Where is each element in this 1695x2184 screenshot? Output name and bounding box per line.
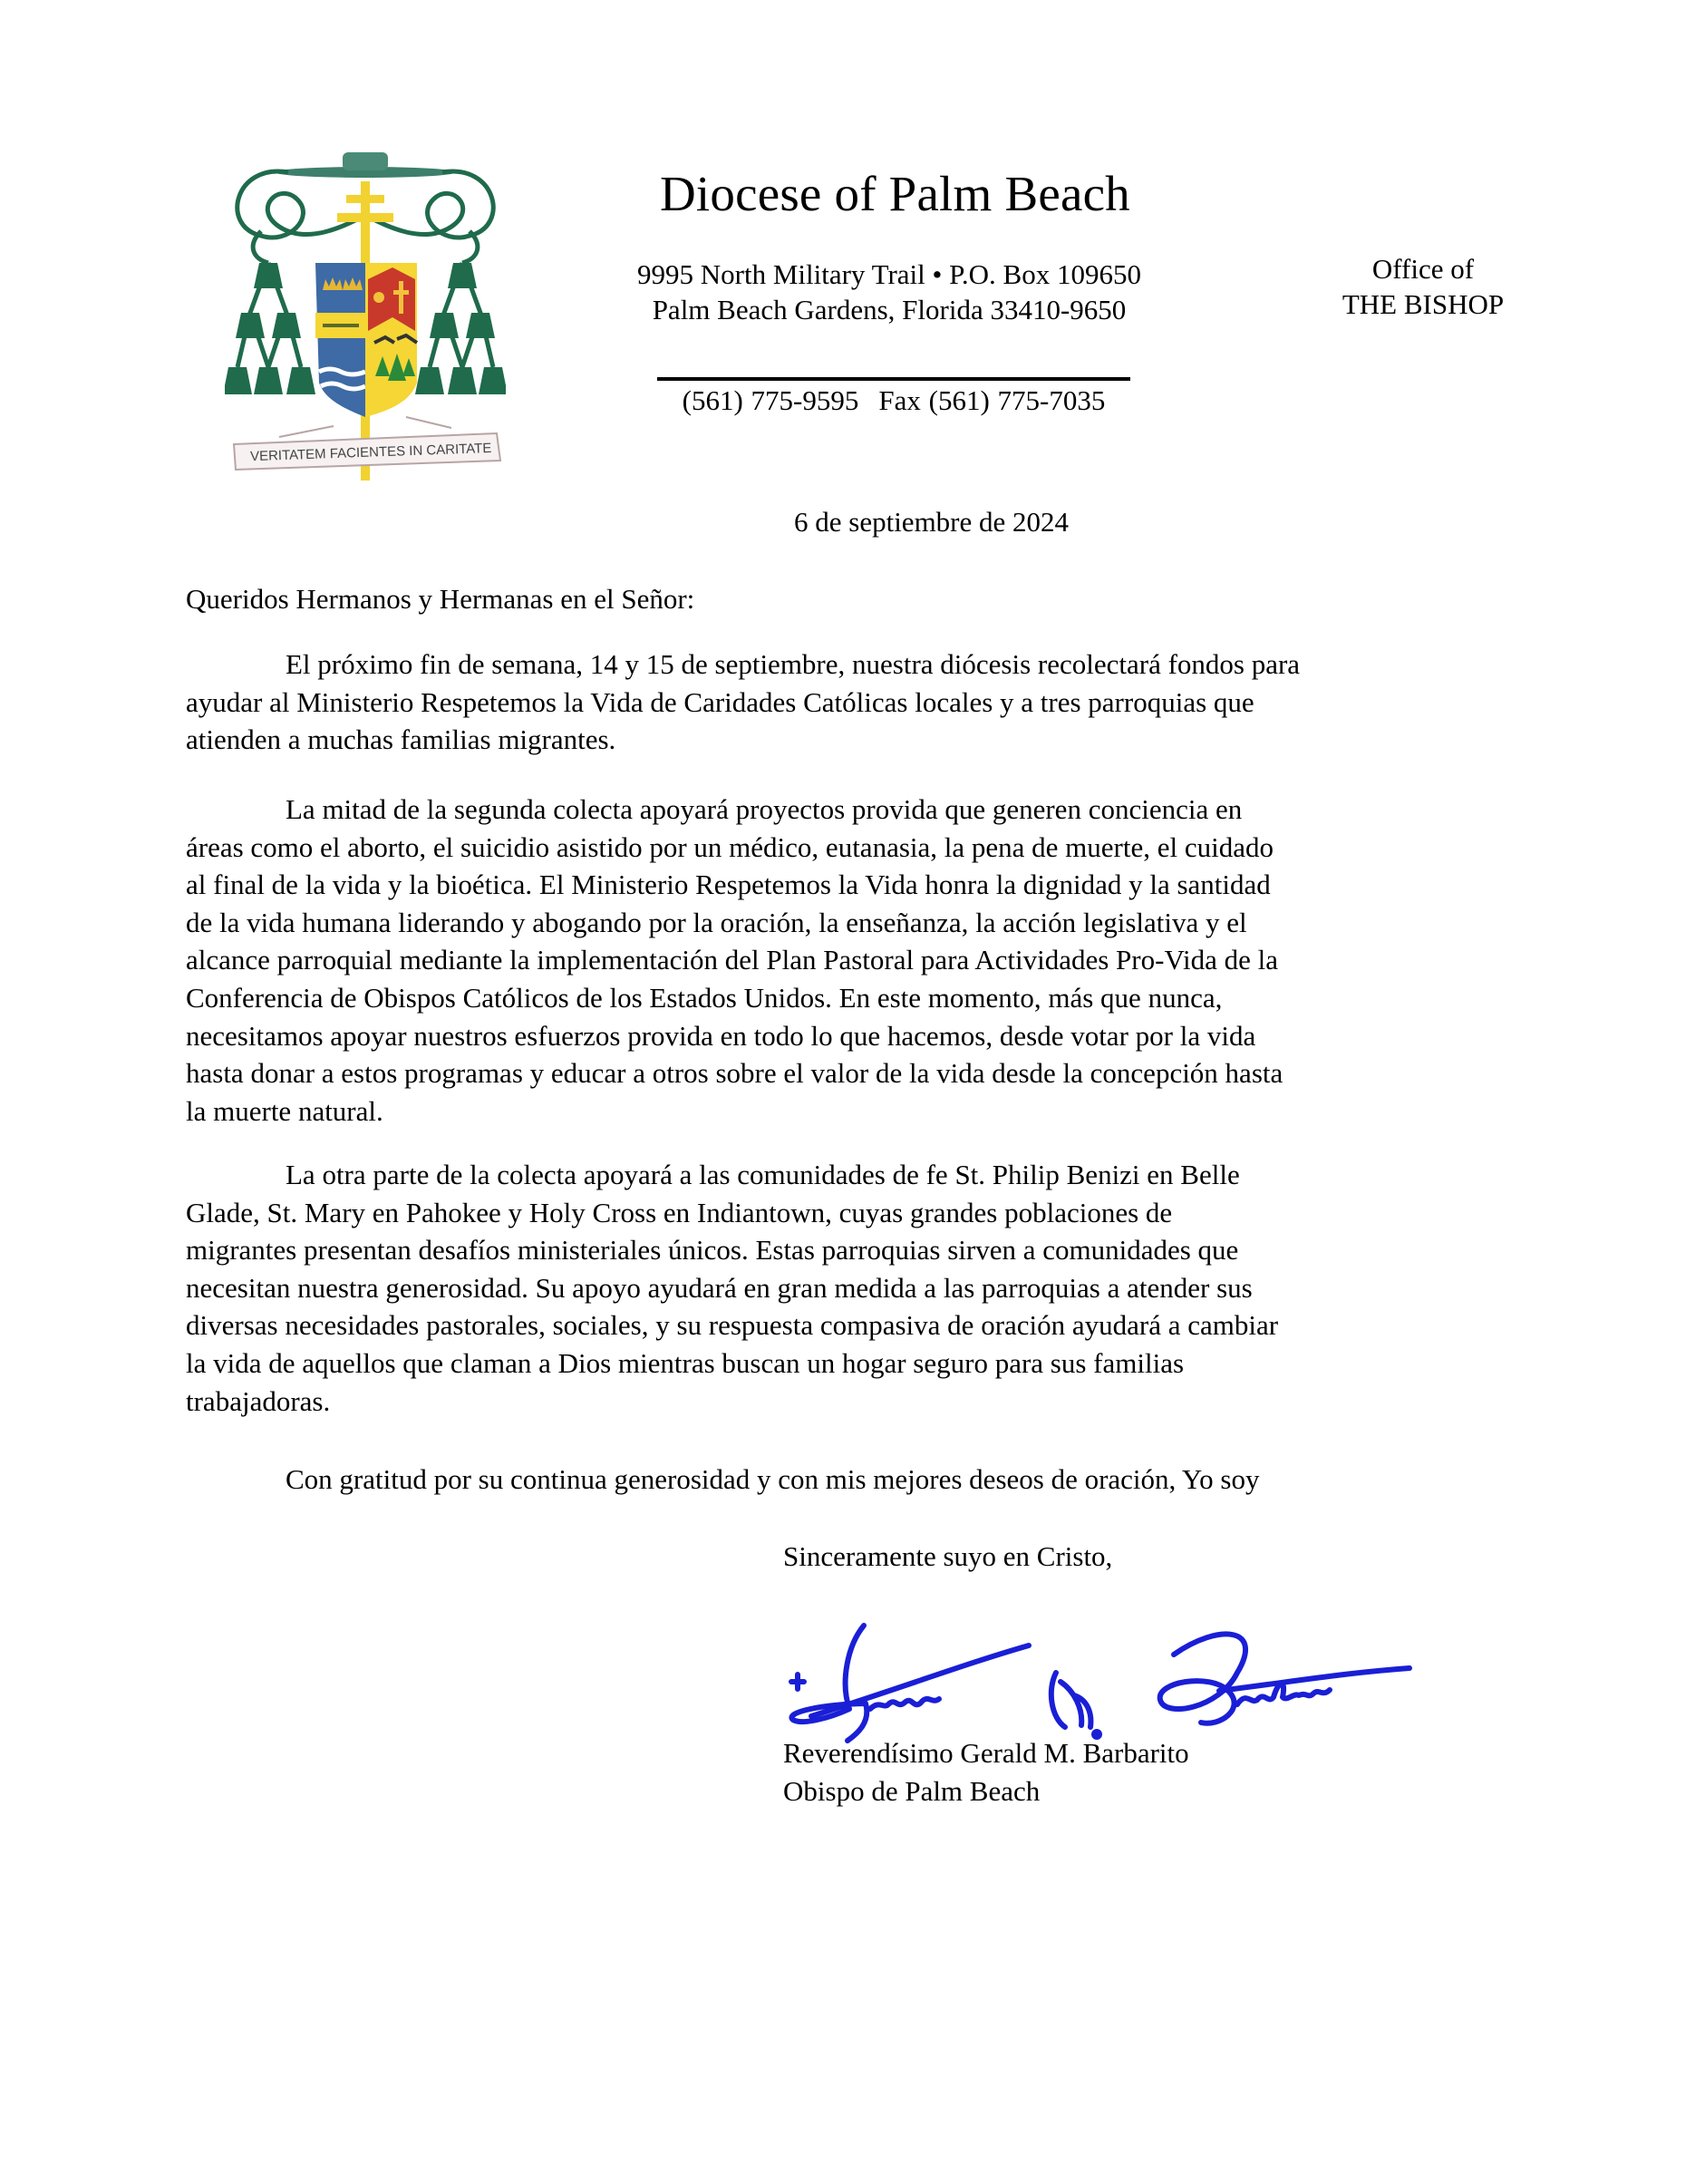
paragraph-line: Conferencia de Obispos Católicos de los Estados Unidos. En este momento, más que nunca, (186, 981, 1223, 1014)
office-block (1314, 251, 1532, 322)
office-line-2: THE BISHOP (1341, 288, 1505, 320)
paragraph-line: necesitamos apoyar nuestros esfuerzos provida en todo lo que hacemos, desde votar por la vida (186, 1019, 1256, 1052)
paragraph-2 (186, 791, 1509, 1130)
phone-number: (561) 775-9595 (682, 384, 859, 416)
letterhead-divider (657, 377, 1130, 381)
paragraph-line: trabajadoras. (186, 1384, 331, 1417)
paragraph-line: atienden a muchas familias migrantes. (186, 723, 616, 756)
signer-name: Reverendísimo Gerald M. Barbarito (783, 1737, 1189, 1769)
paragraph-line: la vida de aquellos que claman a Dios mientras buscan un hogar seguro para sus familias (186, 1346, 1185, 1379)
address-block (613, 257, 1166, 327)
svg-text:VERITATEM FACIENTES IN CARITAT: VERITATEM FACIENTES IN CARITATE (249, 440, 492, 465)
signer-title: Obispo de Palm Beach (783, 1774, 1041, 1807)
paragraph-line: La mitad de la segunda colecta apoyará proyectos provida que generen conciencia en (286, 793, 1243, 825)
paragraph-line: migrantes presentan desafíos ministeriales únicos. Estas parroquias sirven a comunidades que (186, 1234, 1239, 1267)
fax-number: Fax (561) 775-7035 (878, 384, 1106, 416)
paragraph-line: La otra parte de la colecta apoyará a las comunidades de fe St. Philip Benizi en Belle (286, 1159, 1240, 1190)
address-line-2: Palm Beach Gardens, Florida 33410-9650 (652, 294, 1127, 325)
paragraph-line: diversas necesidades pastorales, sociales, y su respuesta compasiva de oración ayudará a cambiar (186, 1309, 1279, 1342)
paragraph-3 (186, 1156, 1509, 1420)
handwritten-signature-icon (784, 1618, 1419, 1745)
organization-name: Diocese of Palm Beach (660, 166, 1130, 221)
paragraph-line: de la vida humana liderando y abogando por la oración, la enseñanza, la acción legislativa y el (186, 906, 1247, 938)
salutation: Queridos Hermanos y Hermanas en el Señor: (186, 583, 695, 615)
paragraph-line: áreas como el aborto, el suicidio asistido por un médico, eutanasia, la pena de muerte, el cuidado (186, 830, 1274, 863)
paragraph-line: al final de la vida y la bioética. El Ministerio Respetemos la Vida honra la dignidad y la santidad (186, 869, 1271, 901)
paragraph-line: El próximo fin de semana, 14 y 15 de septiembre, nuestra diócesis recolectará fondos para (286, 648, 1301, 680)
letter-date: 6 de septiembre de 2024 (794, 506, 1070, 538)
paragraph-line: Glade, St. Mary en Pahokee y Holy Cross en Indiantown, cuyas grandes poblaciones de (186, 1196, 1173, 1228)
signer-block (783, 1734, 1189, 1810)
contact-line (657, 384, 1130, 417)
closing-sentence: Con gratitud por su continua generosidad y con mis mejores deseos de oración, Yo soy (286, 1463, 1260, 1495)
valediction: Sinceramente suyo en Cristo, (783, 1540, 1113, 1572)
paragraph-line: necesitan nuestra generosidad. Su apoyo ayudará en gran medida a las parroquias a atender sus (186, 1271, 1253, 1304)
paragraph-line: hasta donar a estos programas y educar a otros sobre el valor de la vida desde la concepción hasta (186, 1057, 1283, 1090)
paragraph-line: la muerte natural. (186, 1094, 383, 1127)
paragraph-line: alcance parroquial mediante la implementación del Plan Pastoral para Actividades Pro-Vida de la (186, 944, 1278, 976)
address-line-1: 9995 North Military Trail • P.O. Box 109650 (637, 258, 1141, 290)
paragraph-1 (186, 645, 1509, 759)
office-line-1: Office of (1371, 253, 1475, 285)
coat-of-arms-icon (225, 145, 506, 482)
paragraph-line: ayudar al Ministerio Respetemos la Vida de Caridades Católicas locales y a tres parroquias que (186, 685, 1254, 718)
